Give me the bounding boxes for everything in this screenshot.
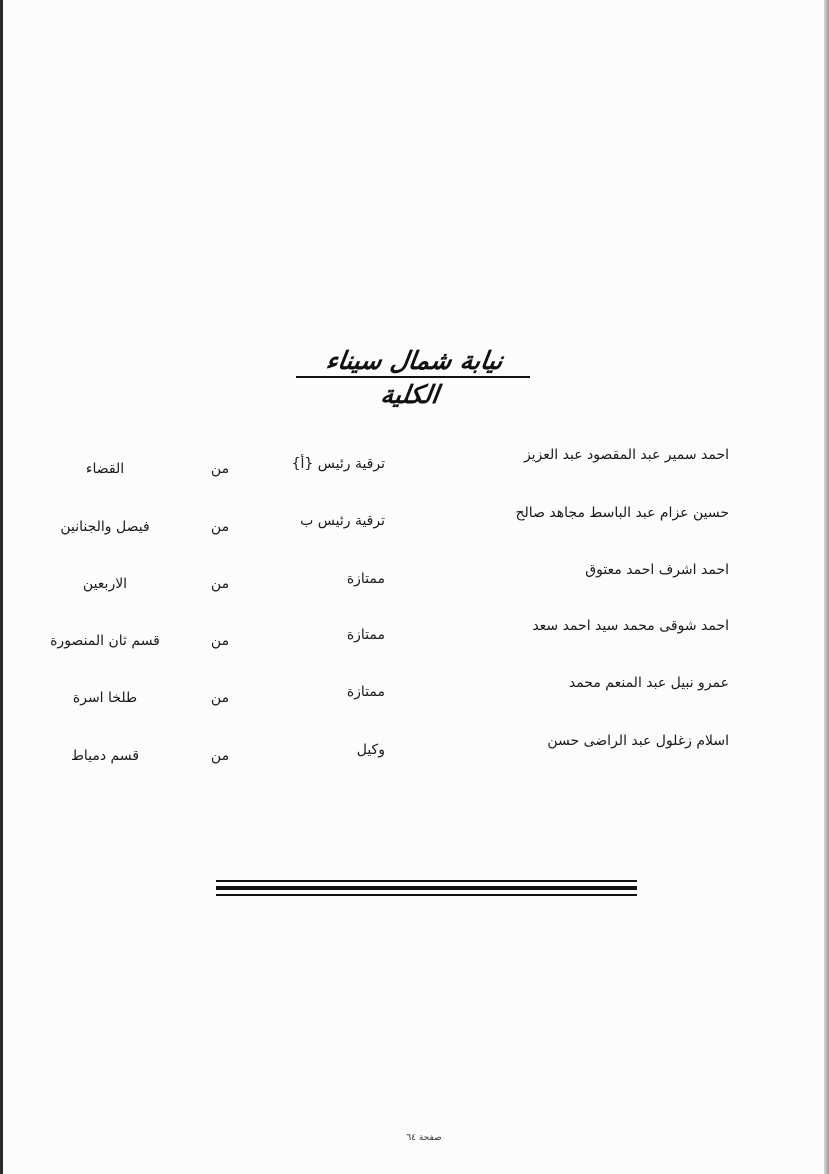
- row-2-name: حسين عزام عبد الباسط مجاهد صالح: [515, 505, 729, 521]
- separator-line-top: [216, 880, 637, 882]
- row-4-court: قسم ثان المنصورة: [50, 633, 160, 649]
- row-1-from: من: [210, 461, 230, 477]
- page-title: نيابة شمال سيناء الكلية: [324, 346, 505, 409]
- row-3-name: احمد اشرف احمد معتوق: [585, 562, 729, 578]
- row-4-from: من: [210, 633, 230, 649]
- row-6-court: قسم دمياط: [70, 748, 140, 764]
- row-5-from: من: [210, 690, 230, 706]
- separator-line-middle: [216, 886, 637, 890]
- row-1-court: القضاء: [85, 461, 125, 477]
- row-6-from: من: [210, 748, 230, 764]
- row-4-name: احمد شوقى محمد سيد احمد سعد: [532, 618, 729, 634]
- page-number: صفحة ٦٤: [406, 1133, 442, 1143]
- row-6-name: اسلام زغلول عبد الراضى حسن: [547, 733, 729, 749]
- row-3-court: الاربعين: [82, 576, 128, 592]
- row-1-grade: ترقية رئيس {أ}: [291, 456, 385, 472]
- row-4-grade: ممتازة: [346, 627, 385, 643]
- row-2-grade: ترقية رئيس ب: [300, 513, 385, 529]
- row-3-from: من: [210, 576, 230, 592]
- row-6-grade: وكيل: [356, 742, 385, 758]
- separator-line-bottom: [216, 894, 637, 896]
- row-5-name: عمرو نبيل عبد المنعم محمد: [568, 675, 729, 691]
- row-2-from: من: [210, 519, 230, 535]
- row-3-grade: ممتازة: [346, 571, 385, 587]
- title-underline: [296, 376, 530, 378]
- row-5-grade: ممتازة: [346, 684, 385, 700]
- row-5-court: طلخا اسرة: [72, 690, 138, 706]
- row-1-name: احمد سمير عبد المقصود عبد العزيز: [523, 447, 729, 463]
- row-2-court: فيصل والجنانين: [60, 519, 150, 535]
